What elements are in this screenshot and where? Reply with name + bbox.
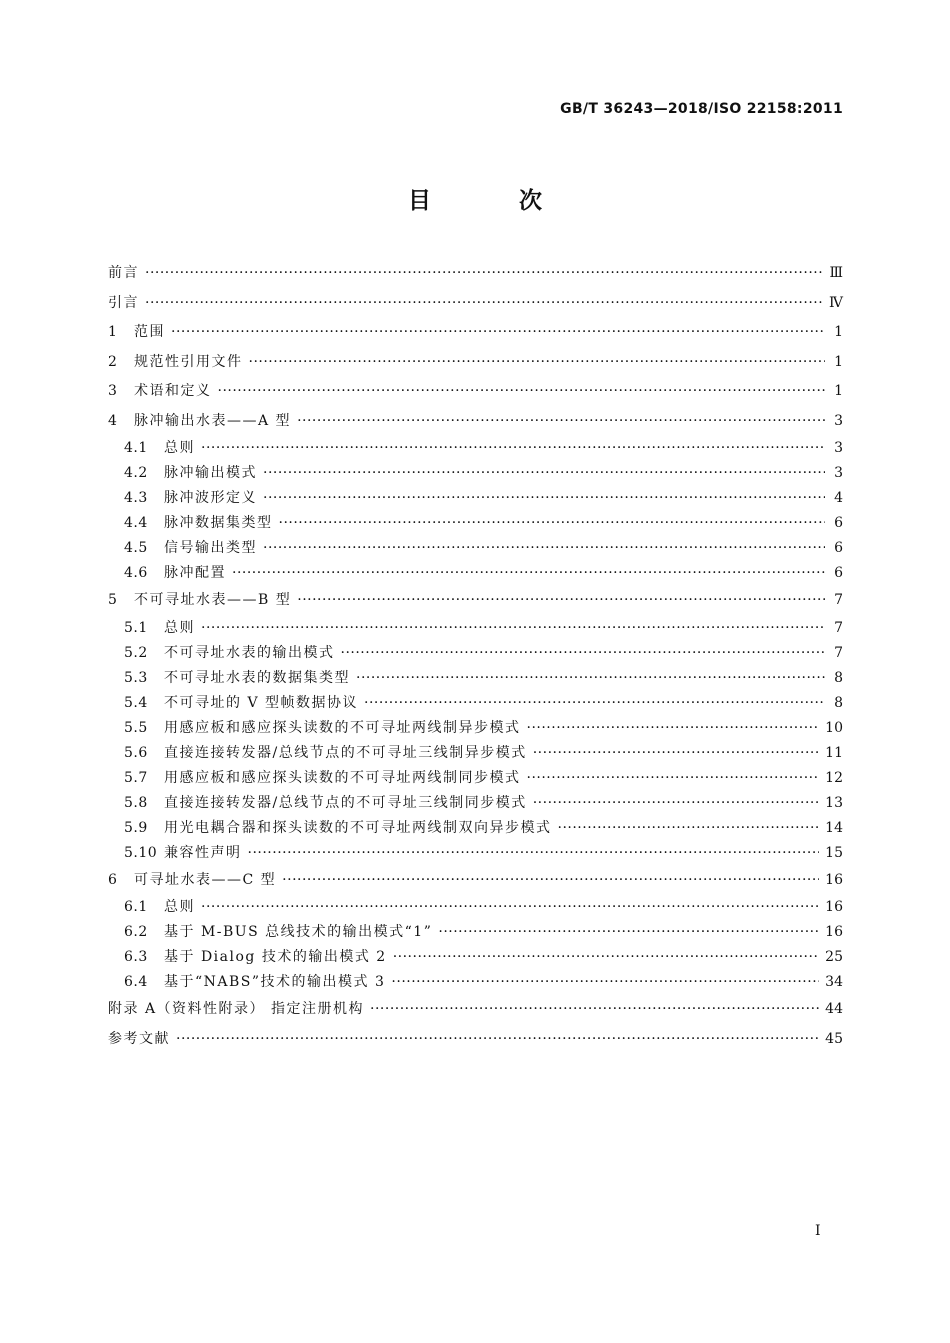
- toc-entry-number: 6.2: [124, 924, 148, 940]
- toc-entry-number: 4.5: [124, 540, 148, 556]
- toc-entry[interactable]: [108, 586, 843, 616]
- toc-entry[interactable]: [108, 766, 843, 791]
- page-number: I: [815, 1223, 821, 1239]
- toc-entry-page: 15: [825, 844, 843, 861]
- toc-leader-dots: [370, 995, 819, 1025]
- toc-entry[interactable]: [108, 377, 843, 407]
- toc-entry-number: 4.6: [124, 565, 148, 581]
- toc-entry-number: 5.5: [124, 719, 148, 736]
- toc-entry-page: 16: [825, 871, 843, 888]
- toc-entry-number: 5.4: [124, 694, 148, 711]
- toc-entry[interactable]: [108, 945, 843, 970]
- toc-leader-dots: [171, 318, 825, 348]
- toc-entry-title: 用感应板和感应探头读数的不可寻址两线制异步模式: [164, 719, 521, 736]
- toc-entry[interactable]: [108, 791, 843, 816]
- toc-entry-number: 5.8: [124, 794, 148, 811]
- toc-entry-number: 4.4: [124, 515, 148, 531]
- toc-entry-title: 规范性引用文件: [134, 353, 243, 370]
- toc-leader-dots: [393, 945, 819, 970]
- toc-entry-number: 5.1: [124, 619, 148, 636]
- toc-entry-page: 44: [825, 1001, 843, 1017]
- toc-entry-number: 5: [108, 592, 118, 608]
- toc-entry-page: 16: [825, 924, 843, 940]
- toc-entry[interactable]: [108, 866, 843, 896]
- toc-leader-dots: [391, 970, 819, 995]
- toc-entry-title: 前言: [108, 265, 139, 281]
- toc-leader-dots: [364, 691, 825, 716]
- toc-entry-page: 6: [834, 565, 843, 581]
- toc-entry-page: 11: [825, 744, 843, 761]
- toc-entry-title: 信号输出类型: [164, 540, 257, 556]
- toc-leader-dots: [282, 866, 819, 896]
- toc-entry-page: 7: [834, 644, 843, 661]
- toc-entry-number: 6: [108, 871, 118, 888]
- toc-entry-number: 5.2: [124, 644, 148, 661]
- toc-entry-page: Ⅳ: [829, 294, 843, 311]
- toc-entry-title: 脉冲数据集类型: [164, 515, 273, 531]
- toc-entry[interactable]: [108, 970, 843, 995]
- toc-entry-number: 4.3: [124, 490, 148, 506]
- toc-entry-number: 5.9: [124, 819, 148, 836]
- toc-entry-title: 可寻址水表——C 型: [134, 871, 277, 888]
- toc-entry-title: 脉冲配置: [164, 565, 226, 581]
- toc-entry-number: 6.1: [124, 899, 148, 915]
- page-title: 目 次: [407, 188, 582, 214]
- toc-entry-number: 6.3: [124, 949, 148, 965]
- toc-entry[interactable]: [108, 691, 843, 716]
- toc-entry-title: 总则: [164, 440, 195, 456]
- toc-entry-number: 5.6: [124, 744, 148, 761]
- toc-entry-title: 不可寻址的 V 型帧数据协议: [164, 694, 359, 711]
- toc-entry-number: 2: [108, 353, 118, 370]
- toc-leader-dots: [218, 377, 826, 407]
- toc-entry-page: 1: [834, 383, 843, 399]
- toc-entry-page: 6: [834, 540, 843, 556]
- toc-entry-page: 25: [825, 949, 843, 965]
- toc-entry-number: 1: [108, 324, 118, 340]
- toc-entry-number: 4: [108, 412, 118, 429]
- toc-leader-dots: [176, 1025, 819, 1055]
- toc-entry-page: 1: [834, 324, 843, 340]
- toc-entry[interactable]: [108, 716, 843, 741]
- toc-entry-title: 基于 M-BUS 总线技术的输出模式“1”: [164, 924, 433, 940]
- toc-entry-page: 12: [825, 769, 843, 786]
- toc-leader-dots: [248, 841, 820, 866]
- toc-leader-dots: [527, 716, 820, 741]
- toc-entry-page: 10: [825, 719, 843, 736]
- toc-entry-page: 45: [825, 1030, 843, 1047]
- toc-entry[interactable]: [108, 348, 843, 378]
- toc-entry-page: 3: [834, 465, 843, 481]
- toc-entry-page: Ⅲ: [829, 265, 843, 281]
- toc-entry-page: 7: [834, 592, 843, 608]
- toc-entry-title: 不可寻址水表的输出模式: [164, 644, 335, 661]
- toc-entry[interactable]: [108, 318, 843, 348]
- toc-entry-title: 脉冲波形定义: [164, 490, 257, 506]
- toc-entry[interactable]: [108, 816, 843, 841]
- toc-entry-title: 用感应板和感应探头读数的不可寻址两线制同步模式: [164, 769, 521, 786]
- toc-leader-dots: [297, 407, 825, 437]
- toc-leader-dots: [201, 436, 825, 461]
- toc-leader-dots: [527, 766, 820, 791]
- toc-entry[interactable]: [108, 666, 843, 691]
- toc-leader-dots: [263, 536, 825, 561]
- toc-entry-number: 5.10: [124, 844, 158, 861]
- toc-entry[interactable]: [108, 920, 843, 945]
- toc-entry-page: 7: [834, 619, 843, 636]
- toc-entry-title: 不可寻址水表的数据集类型: [164, 669, 350, 686]
- toc-entry-title: 参考文献: [108, 1030, 170, 1047]
- toc-entry[interactable]: [108, 436, 843, 461]
- toc-entry-title: 用光电耦合器和探头读数的不可寻址两线制双向异步模式: [164, 819, 552, 836]
- toc-entry-title: 总则: [164, 619, 195, 636]
- toc-entry-page: 3: [834, 440, 843, 456]
- toc-entry-title: 兼容性声明: [164, 844, 242, 861]
- toc-leader-dots: [533, 741, 819, 766]
- toc-entry[interactable]: [108, 741, 843, 766]
- toc-entry-title: 基于“NABS”技术的输出模式 3: [164, 974, 386, 990]
- toc-leader-dots: [232, 561, 825, 586]
- toc-leader-dots: [341, 641, 826, 666]
- toc-entry-number: 5.3: [124, 669, 148, 686]
- toc-entry-title: 直接连接转发器/总线节点的不可寻址三线制同步模式: [164, 794, 527, 811]
- toc-entry-page: 8: [834, 694, 843, 711]
- toc-entry-title: 总则: [164, 899, 195, 915]
- toc-entry[interactable]: [108, 561, 843, 586]
- toc-entry-page: 16: [825, 899, 843, 915]
- toc-entry-page: 34: [825, 974, 843, 990]
- toc-leader-dots: [263, 486, 825, 511]
- toc-entry-number: 4.2: [124, 465, 148, 481]
- toc-entry[interactable]: [108, 461, 843, 486]
- toc-entry[interactable]: [108, 289, 843, 319]
- toc-leader-dots: [533, 791, 819, 816]
- toc-entry[interactable]: [108, 895, 843, 920]
- toc-leader-dots: [145, 289, 823, 319]
- toc-leader-dots: [145, 259, 823, 289]
- toc-entry-page: 4: [834, 490, 843, 506]
- toc-leader-dots: [279, 511, 826, 536]
- toc-entry[interactable]: [108, 259, 843, 289]
- toc-leader-dots: [263, 461, 825, 486]
- toc-entry-number: 4.1: [124, 440, 148, 456]
- toc-entry-title: 引言: [108, 294, 139, 311]
- toc-entry-page: 13: [825, 794, 843, 811]
- toc-entry-title: 直接连接转发器/总线节点的不可寻址三线制异步模式: [164, 744, 527, 761]
- toc-entry-title: 范围: [134, 324, 165, 340]
- toc-entry-number: 3: [108, 383, 118, 399]
- toc-leader-dots: [558, 816, 820, 841]
- toc-leader-dots: [438, 920, 819, 945]
- toc-entry-number: 5.7: [124, 769, 148, 786]
- toc-entry[interactable]: [108, 486, 843, 511]
- toc-entry-title: 术语和定义: [134, 383, 212, 399]
- toc-leader-dots: [201, 895, 819, 920]
- toc-entry-page: 14: [825, 819, 843, 836]
- toc-entry[interactable]: [108, 841, 843, 866]
- toc-entry[interactable]: [108, 536, 843, 561]
- table-of-contents: [108, 259, 843, 1054]
- toc-entry[interactable]: [108, 995, 843, 1025]
- toc-leader-dots: [356, 666, 825, 691]
- toc-entry[interactable]: [108, 511, 843, 536]
- toc-entry-page: 3: [834, 412, 843, 429]
- standard-code: GB/T 36243—2018/ISO 22158:2011: [560, 101, 843, 117]
- toc-entry[interactable]: [108, 641, 843, 666]
- toc-entry-title: 不可寻址水表——B 型: [134, 592, 292, 608]
- toc-leader-dots: [249, 348, 826, 378]
- toc-entry-page: 1: [834, 353, 843, 370]
- toc-entry-title: 基于 Dialog 技术的输出模式 2: [164, 949, 387, 965]
- toc-entry-title: 脉冲输出水表——A 型: [134, 412, 292, 429]
- toc-leader-dots: [201, 616, 825, 641]
- toc-entry[interactable]: [108, 407, 843, 437]
- toc-entry-title: 附录 A（资料性附录） 指定注册机构: [108, 1001, 365, 1017]
- toc-entry[interactable]: [108, 616, 843, 641]
- toc-entry-page: 8: [834, 669, 843, 686]
- toc-entry[interactable]: [108, 1025, 843, 1055]
- toc-entry-page: 6: [834, 515, 843, 531]
- toc-leader-dots: [297, 586, 825, 616]
- toc-entry-title: 脉冲输出模式: [164, 465, 257, 481]
- toc-entry-number: 6.4: [124, 974, 148, 990]
